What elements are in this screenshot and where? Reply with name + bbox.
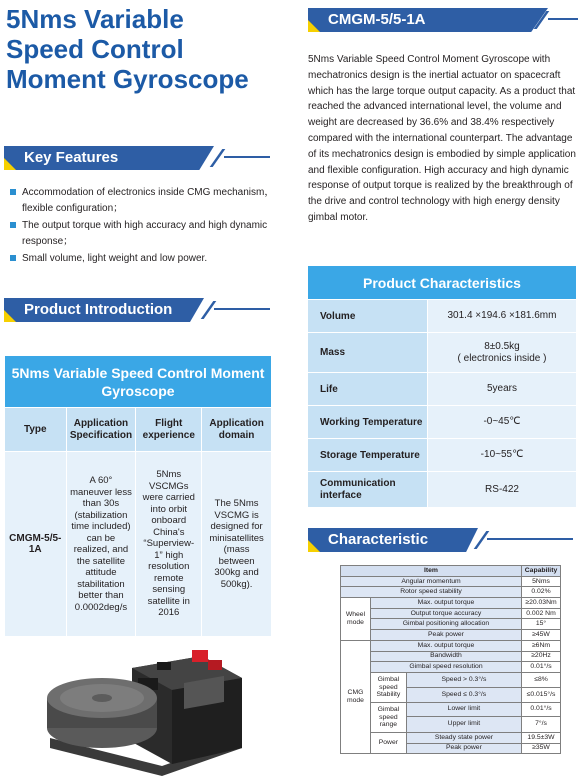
model-banner-label: CMGM-5/5-1A xyxy=(328,11,426,28)
characteristic-banner xyxy=(308,528,478,552)
gyroscope-device-image xyxy=(42,638,252,778)
wheel-mode-label: Wheel mode xyxy=(341,598,371,641)
list-item: The output torque with high accuracy and high dynamic response； xyxy=(10,218,295,250)
banner-accent-icon xyxy=(4,310,16,322)
table-row xyxy=(308,439,577,472)
row-key: Communication interface xyxy=(308,472,428,508)
list-item: Accommodation of electronics inside CMG mechanism， flexible configuration； xyxy=(10,185,295,217)
row-value: RS-422 xyxy=(428,472,577,508)
title-line-2: Speed Control xyxy=(6,34,184,64)
header-application-domain: Application domain xyxy=(202,408,272,452)
key-features-list xyxy=(10,185,295,268)
bullet-icon xyxy=(10,222,16,228)
intro-table-title: 5Nms Variable Speed Control Moment Gyroscope xyxy=(5,356,272,408)
table-row xyxy=(308,406,577,439)
table-row xyxy=(308,472,577,508)
cell-flight-experience: 5Nms VSCMGs were carried into orbit onboard China's “Superview-1” high resolution remote sensing satellite in 2016 xyxy=(136,452,202,637)
cell-type: CMGM-5/5-1A xyxy=(5,452,67,637)
header-flight-experience: Flight experience xyxy=(136,408,202,452)
row-key: Working Temperature xyxy=(308,406,428,439)
row-key: Volume xyxy=(308,300,428,333)
row-value: -0~45℃ xyxy=(428,406,577,439)
col-item: Item xyxy=(341,566,522,577)
key-features-heading: Key Features xyxy=(24,149,119,166)
cell-application-spec: A 60° maneuver less than 30s (stabilization time included) can be realized, and the satellite attitude stabilitation better than 0.0002deg/s xyxy=(66,452,136,637)
bullet-icon xyxy=(10,189,16,195)
row-value: 8±0.5kg ( electronics inside ) xyxy=(428,333,577,373)
banner-accent-icon xyxy=(4,158,16,170)
product-characteristics-table xyxy=(307,265,577,508)
col-capability: Capability xyxy=(522,566,561,577)
header-application-spec: Application Specification xyxy=(66,408,136,452)
product-description: 5Nms Variable Speed Control Moment Gyroscope with mechatronics design is the inertial actuator on spacecraft which has the large torque output capacity. As a product that reached the advanced international level, the volume and weight are decreased by 36.6% and 38.4% respectively compared with the international counterpart. The advantage of its mechatronics design is embodied by simple application and flexible configuration. High accuracy and high dynamic response of output torque is realized by the breakthrough of the drive and control technology with high energy density gimbal motor. xyxy=(308,54,576,223)
table-row xyxy=(308,300,577,333)
row-value: 301.4 ×194.6 ×181.6mm xyxy=(428,300,577,333)
key-features-banner xyxy=(4,146,214,170)
banner-accent-icon xyxy=(308,20,320,32)
row-value: -10~55℃ xyxy=(428,439,577,472)
banner-accent-icon xyxy=(308,540,320,552)
row-value: 5years xyxy=(428,373,577,406)
page-title xyxy=(6,4,296,94)
table-row xyxy=(308,333,577,373)
product-intro-banner xyxy=(4,298,204,322)
characteristic-table: Item Capability Angular momentum 5Nms Rotor speed stability 0.02% Wheel mode Max. output torque ≥20.03Nm Output torque accuracy 0.002 Nm Gimbal positioning allocation 15° Peak power ≥45W CMG mode Max. output torque ≥6Nm Bandwidth ≥20Hz Gimbal speed resolution 0.01°/s Gimbal speed Stability Speed > 0.3°/s ≤8% Speed ≤ 0.3°/s ≤0.015°/s Gimbal speed range Lower limit 0.01°/s Upper limit 7°/s Power Steady state power 19.5±3W Peak power ≥35W xyxy=(340,565,561,754)
product-intro-heading: Product Introduction xyxy=(24,301,173,318)
cell-application-domain: The 5Nms VSCMG is designed for minisatellites (mass between 300kg and 500kg). xyxy=(202,452,272,637)
row-key: Mass xyxy=(308,333,428,373)
row-key: Storage Temperature xyxy=(308,439,428,472)
header-type: Type xyxy=(5,408,67,452)
list-item: Small volume, light weight and low power. xyxy=(10,251,295,267)
product-characteristics-heading: Product Characteristics xyxy=(308,266,577,300)
table-row xyxy=(308,373,577,406)
cmg-mode-label: CMG mode xyxy=(341,640,371,753)
model-banner xyxy=(308,8,548,32)
row-key: Life xyxy=(308,373,428,406)
bullet-icon xyxy=(10,255,16,261)
product-intro-table xyxy=(4,355,272,637)
title-line-1: 5Nms Variable xyxy=(6,4,184,34)
title-line-3: Moment Gyroscope xyxy=(6,64,249,94)
characteristic-heading: Characteristic xyxy=(328,531,429,548)
